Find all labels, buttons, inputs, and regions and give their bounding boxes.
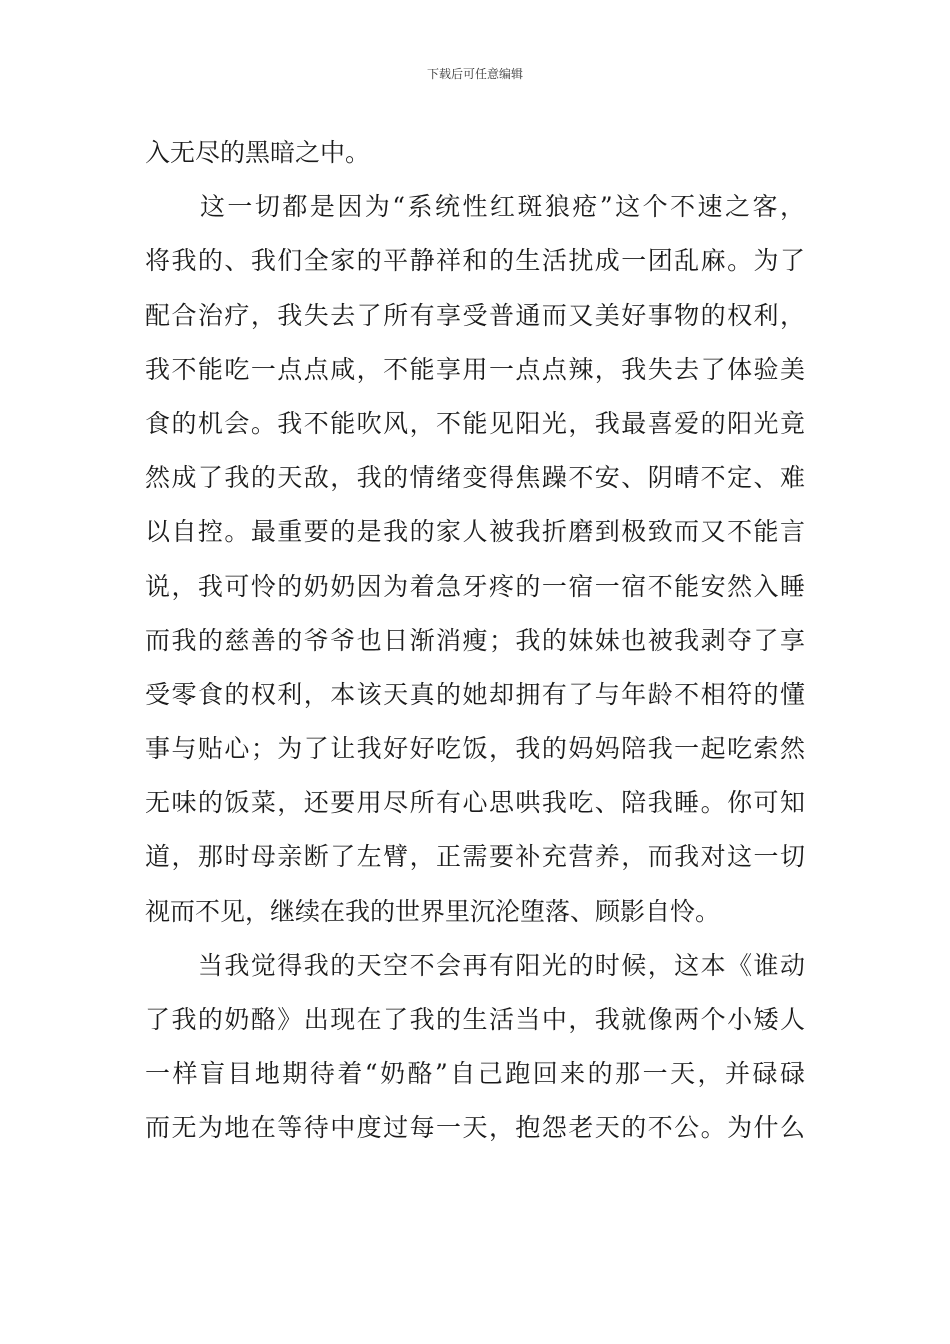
text-line: 说，我可怜的奶奶因为着急牙疼的一宿一宿不能安然入睡 [145,571,805,601]
text-line: 了我的奶酪》出现在了我的生活当中，我就像两个小矮人 [145,1005,805,1034]
text-line: 道，那时母亲断了左臂，正需要补充营养，而我对这一切 [145,842,805,872]
text-line: 而无为地在等待中度过每一天，抱怨老天的不公。为什么 [145,1113,805,1143]
text-line: 当我觉得我的天空不会再有阳光的时候，这本《谁动 [145,950,805,980]
text-line: 将我的、我们全家的平静祥和的生活扰成一团乱麻。为了 [145,246,805,276]
text-line: 受零食的权利，本该天真的她却拥有了与年龄不相符的懂 [145,679,805,709]
text-line: 入无尽的黑暗之中。 [145,138,371,167]
document-body [145,126,805,1156]
text-line: 而我的慈善的爷爷也日渐消瘦；我的妹妹也被我剥夺了享 [145,625,805,655]
text-line: 然成了我的天敌，我的情绪变得焦躁不安、阴晴不定、难 [145,463,805,493]
text-line: 我不能吃一点点咸，不能享用一点点辣，我失去了体验美 [145,354,805,384]
text-line: 无味的饭菜，还要用尽所有心思哄我吃、陪我睡。你可知 [145,788,805,818]
header-note: 下载后可任意编辑 [426,67,523,81]
text-line: 食的机会。我不能吹风，不能见阳光，我最喜爱的阳光竟 [145,408,805,438]
text-line: 配合治疗，我失去了所有享受普通而又美好事物的权利， [145,300,805,330]
text-line: 以自控。最重要的是我的家人被我折磨到极致而又不能言 [145,517,805,547]
text-line: 这一切都是因为“系统性红斑狼疮”这个不速之客， [145,192,805,222]
text-line: 事与贴心；为了让我好好吃饭，我的妈妈陪我一起吃索然 [145,734,805,764]
text-line: 一样盲目地期待着“奶酪”自己跑回来的那一天，并碌碌 [145,1059,805,1089]
text-line: 视而不见，继续在我的世界里沉沦堕落、顾影自怜。 [145,896,721,926]
